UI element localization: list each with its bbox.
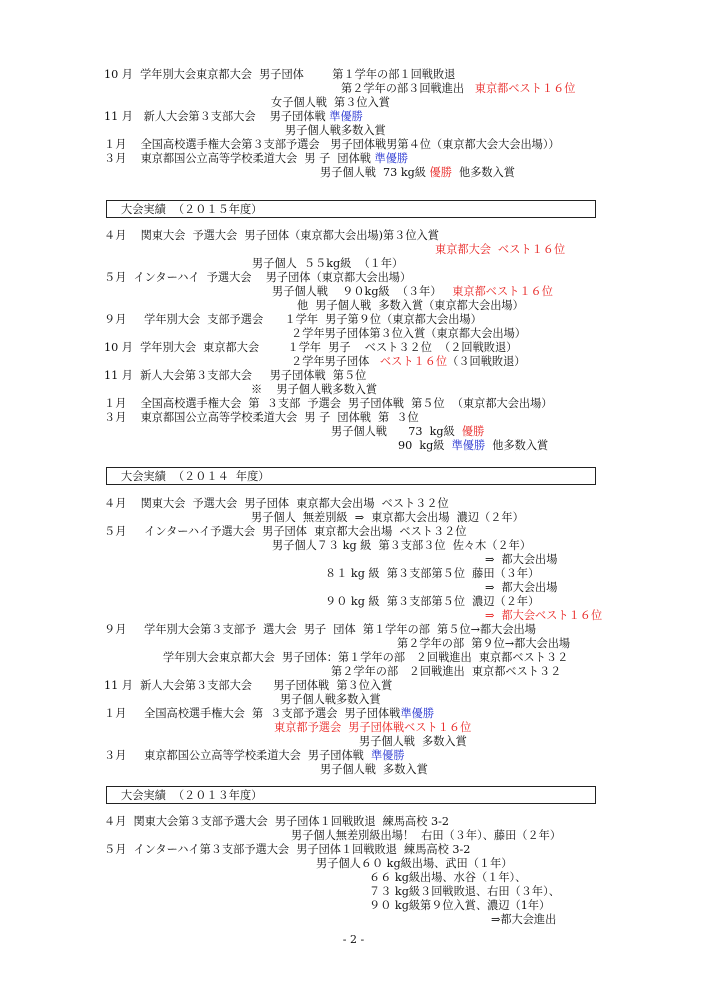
text-line: 他 男子個人戦 多数入賞（東京都大会出場） <box>297 299 524 312</box>
text-line: 男子個人戦 73 kg級 優勝 <box>331 425 485 438</box>
text-line: ５月 インターハイ第３支部予選大会 男子団体１回戦敗退 練馬高校 3-2 <box>104 843 471 856</box>
text-line: １月 全国高校選手権大会 第 ３支部予選会 男子団体戦準優勝 <box>104 707 435 720</box>
text-line: ７３ kg級３回戦敗退、右田（３年）、 <box>369 885 560 898</box>
text-line: 男子個人戦多数入賞 <box>285 124 386 137</box>
text-line: ５月 インターハイ予選大会 男子団体 東京都大会出場 ベスト３２位 <box>104 525 467 538</box>
text-line: ⇒都大会進出 <box>491 913 557 926</box>
text-line: 10 月 学年別大会東京都大会 男子団体 第１学年の部１回戦敗退 <box>104 68 456 81</box>
highlight-blue: 準優勝 <box>400 707 435 720</box>
text-line: 10 月 学年別大会 東京都大会 １学年 男子 ベスト３２位 （２回戦敗退） <box>104 341 518 354</box>
text-line: ⇒ 都大会出場 <box>485 553 558 566</box>
text-line: 女子個人戦 第３位入賞 <box>271 96 390 109</box>
highlight-red: 東京都大会 ベスト１６位 <box>435 243 566 256</box>
text-line: ２学年男子団体 ベスト１６位（３回戦敗退） <box>291 355 526 368</box>
text-line: ６６ kg級出場、水谷（１年）、 <box>369 871 527 884</box>
text-line: ※ 男子個人戦多数入賞 <box>251 383 378 396</box>
text-line: 男子個人戦 多数入賞 <box>320 763 428 776</box>
section-header-2015: 大会実績 （２０１５年度） <box>106 200 596 218</box>
text-line: 第２学年の部 第９位→都大会出場 <box>397 637 571 650</box>
text-line: 男子個人無差別級出場！ 右田（３年）、藤田（２年） <box>291 829 562 842</box>
text-line: 第２学年の部３回戦進出 東京都ベスト１６位 <box>341 82 576 95</box>
text-line: ⇒ 都大会出場 <box>485 581 558 594</box>
text-line: 11 月 新人大会第３支部大会 男子団体戦 第５位 <box>104 369 367 382</box>
page-number: - 2 - <box>342 933 365 946</box>
text-line: ２学年男子団体第３位入賞（東京都大会出場） <box>291 327 526 340</box>
text-line: ３月 東京都国公立高等学校柔道大会 男 子 団体戦 準優勝 <box>104 152 409 165</box>
text-line: ９月 学年別大会 支部予選会 １学年 男子第９位（東京都大会出場） <box>104 313 482 326</box>
text-line: ４月 関東大会 予選大会 男子団体 東京都大会出場 ベスト３２位 <box>104 497 449 510</box>
text-line: 第２学年の部 ２回戦進出 東京都ベスト３２ <box>331 665 562 678</box>
text-line: ４月 関東大会第３支部予選大会 男子団体１回戦敗退 練馬高校 3-2 <box>104 815 449 828</box>
text-line: ５月 インターハイ 予選大会 男子団体（東京都大会出場） <box>104 271 412 284</box>
text-line: １月 全国高校選手権大会 第 ３支部 予選会 男子団体戦 第５位 （東京都大会出場） <box>104 397 553 410</box>
text-line: ４月 関東大会 予選大会 男子団体（東京都大会出場)第３位入賞 <box>104 229 439 242</box>
text-line: ９０ kg 級 第３支部第５位 濃辺（２年） <box>325 595 540 608</box>
text-line: ３月 東京都国公立高等学校柔道大会 男子団体戦 準優勝 <box>104 749 405 762</box>
highlight-red: 東京都ベスト１６位 <box>474 82 576 95</box>
text-line: 男子個人戦 多数入賞 <box>359 735 467 748</box>
text-line: 男子個人戦 73 kg級 優勝 他多数入賞 <box>320 166 515 179</box>
text-line: 男子個人 ５５kg級 （１年） <box>252 257 404 270</box>
highlight-blue: 準優勝 <box>374 152 409 165</box>
text-line: １月 全国高校選手権大会第３支部予選会 男子団体戦男第４位（東京都大会大会出場）） <box>104 138 560 151</box>
highlight-blue: 準優勝 <box>451 439 486 452</box>
section-header-2013: 大会実績 （２０１３年度） <box>106 786 596 804</box>
section-header-2014: 大会実績 （２０１４ 年度） <box>106 467 596 485</box>
text-line: 学年別大会東京都大会 男子団体：第１学年の部 ２回戦進出 東京都ベスト３２ <box>163 651 569 664</box>
highlight-red: 東京都予選会 男子団体戦ベスト１６位 <box>274 721 472 734</box>
text-line: 11 月 新人大会第３支部大会 男子団体戦 準優勝 <box>104 110 363 123</box>
highlight-red: 東京都ベスト１６位 <box>452 285 553 298</box>
text-line: 男子個人６０ kg級出場、武田（１年） <box>316 857 513 870</box>
text-line: 90 kg級 準優勝 他多数入賞 <box>398 439 549 452</box>
text-line: 男子個人７３ kg 級 第３支部３位 佐々木（２年） <box>272 539 532 552</box>
highlight-red: ⇒ 都大会ベスト１６位 <box>485 609 603 622</box>
highlight-red: 優勝 <box>429 166 452 179</box>
highlight-red: ベスト１６位 <box>379 355 448 368</box>
text-line: 11 月 新人大会第３支部大会 男子団体戦 第３位入賞 <box>104 679 393 692</box>
text-line: ９月 学年別大会第３支部予 選大会 男子 団体 第１学年の部 第５位→都大会出場 <box>104 623 536 636</box>
text-line: 男子個人戦 ９０kg級 （３年） 東京都ベスト１６位 <box>272 285 553 298</box>
highlight-blue: 準優勝 <box>329 110 363 123</box>
text-line: 男子個人 無差別級 ⇒ 東京都大会出場 濃辺（２年） <box>251 511 524 524</box>
text-line: ８１ kg 級 第３支部第５位 藤田（３年） <box>325 567 540 580</box>
highlight-blue: 準優勝 <box>370 749 405 762</box>
text-line: ９０ kg級第９位入賞、濃辺（1年） <box>369 899 551 912</box>
text-line: 男子個人戦多数入賞 <box>280 693 381 706</box>
highlight-red: 優勝 <box>461 425 485 438</box>
text-line: ３月 東京都国公立高等学校柔道大会 男 子 団体戦 第 ３位 <box>104 411 419 424</box>
